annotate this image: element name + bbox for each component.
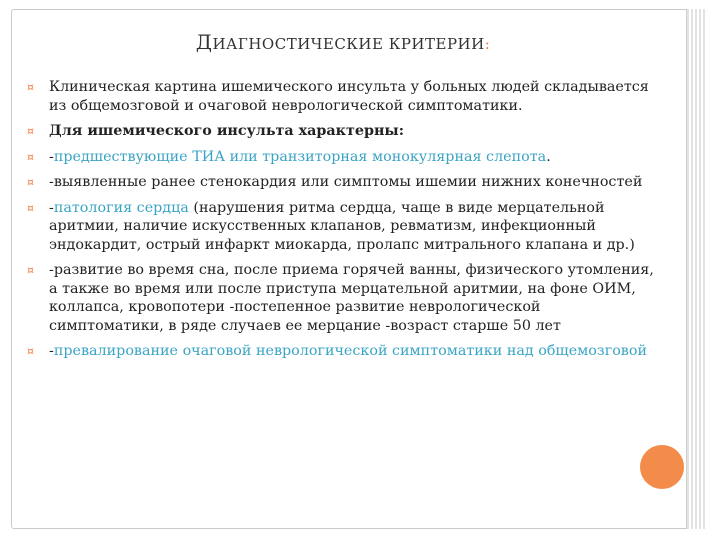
title-text: ИАГНОСТИЧЕСКИЕ КРИТЕРИИ [212,35,485,53]
bullet-icon: ¤ [27,345,34,358]
bullet-text: Для ишемического инсульта характерны: [49,123,405,139]
bullet-icon: ¤ [27,125,34,138]
bullet-item [27,199,657,255]
decorative-stripe [686,9,707,529]
bullet-icon: ¤ [27,201,34,215]
title-first-letter: Д [195,30,213,54]
bullet-link[interactable]: превалирование очаговой неврологической симптоматики над общемозговой [53,343,647,359]
bullet-icon: ¤ [27,176,34,189]
bullet-icon: ¤ [27,264,34,277]
bullet-prefix: - [49,148,54,165]
bullet-text: Клиническая картина ишемического инсульта у больных людей складывается из общемозговой и очаговой неврологической симптоматики. [49,79,649,114]
bullet-suffix: (нарушения ритма сердца, чаще в виде мерцательной аритмии, наличие искусственных клапанов, ревматизм, инфекционный эндокардит, острый инфаркт миокарда, пролапс митрального клапана и др.) [49,199,635,253]
bullet-item [27,148,657,167]
bullet-item [27,173,657,192]
decorative-circle [640,445,684,489]
bullet-item [27,342,657,361]
bullet-link[interactable]: патология сердца [53,199,189,216]
bullet-link[interactable]: предшествующие ТИА или транзиторная монокулярная слепота [53,148,547,165]
bullet-list [27,78,657,368]
bullet-text: -развитие во время сна, после приема горячей ванны, физического утомления, а также во время или после приступа мерцательной аритмии, на фоне ОИМ, коллапса, кровопотери -постепенное развитие неврологической симптоматики, в ряде случаев ее мерцание -возраст старше 50 лет [49,262,654,334]
bullet-prefix: - [49,199,54,216]
slide-title [0,30,686,54]
bullet-icon: ¤ [27,150,34,164]
bullet-item [27,78,657,115]
bullet-item [27,122,657,141]
bullet-prefix: - [49,343,54,359]
bullet-item [27,261,657,335]
bullet-suffix: . [546,148,551,165]
bullet-text: -выявленные ранее стенокардия или симптомы ишемии нижних конечностей [49,174,643,190]
bullet-icon: ¤ [27,81,34,94]
title-colon: : [484,35,491,53]
